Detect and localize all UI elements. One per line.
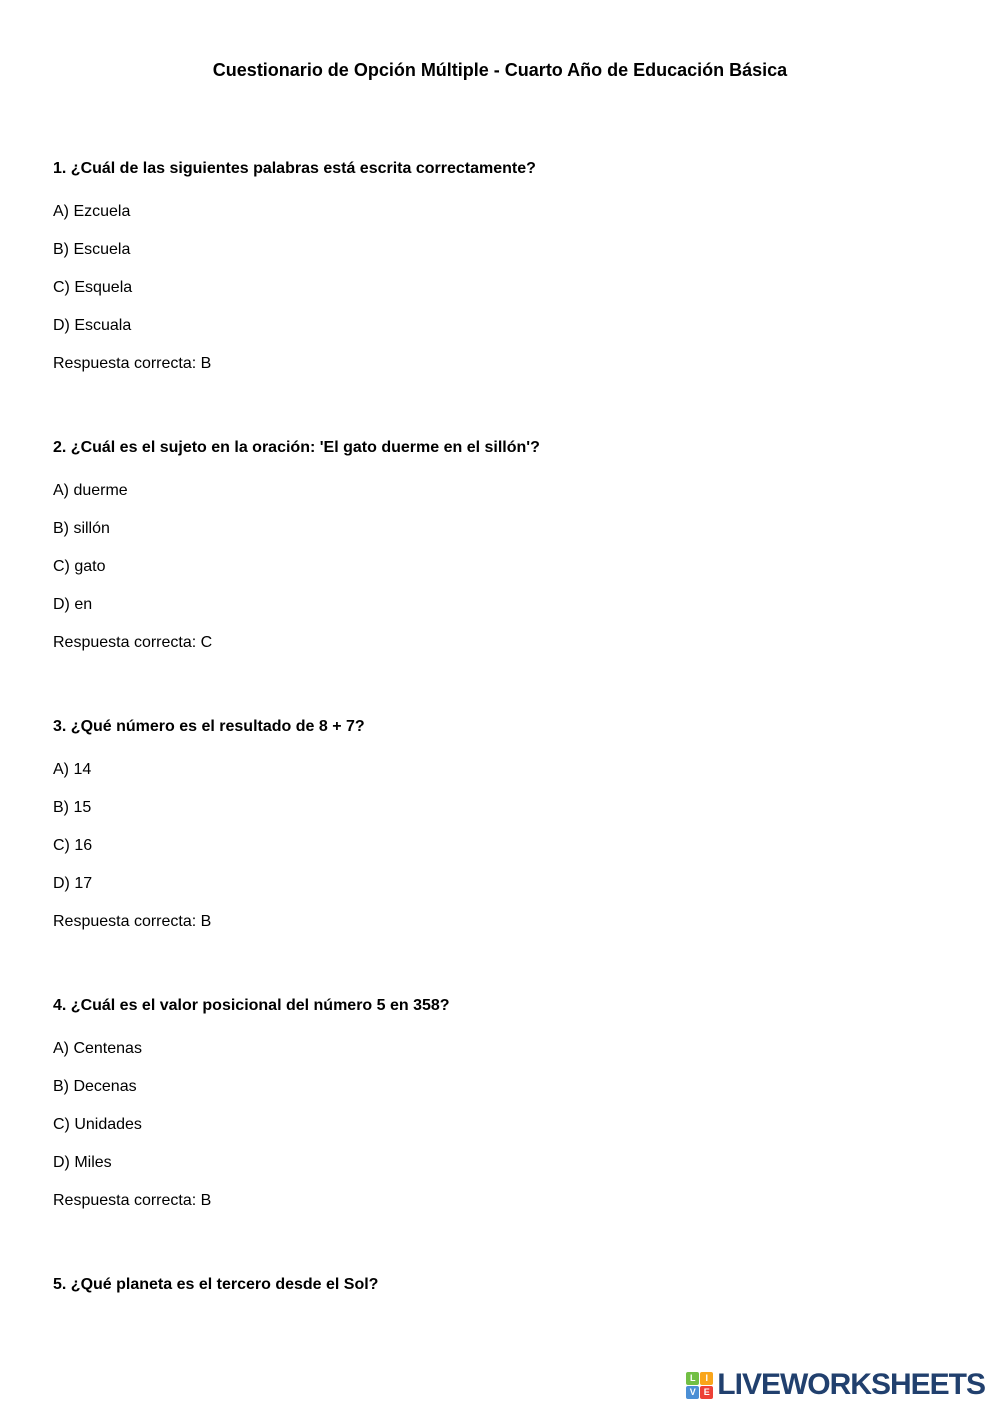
question-option-a: A) 14 xyxy=(53,761,92,778)
question-option-b: B) sillón xyxy=(53,520,110,537)
question-option-b: B) Escuela xyxy=(53,241,131,258)
question-option-c: C) Esquela xyxy=(53,279,133,296)
logo-tile-i: I xyxy=(700,1372,713,1385)
correct-answer: Respuesta correcta: C xyxy=(53,634,213,651)
question-option-b: B) 15 xyxy=(53,799,92,816)
question-option-c: C) Unidades xyxy=(53,1116,142,1133)
liveworksheets-logo[interactable] xyxy=(686,1369,985,1401)
liveworksheets-wordmark: LIVEWORKSHEETS xyxy=(717,1368,985,1401)
question-block-4 xyxy=(53,996,947,1210)
question-option-b: B) Decenas xyxy=(53,1078,137,1095)
question-option-a: A) duerme xyxy=(53,482,128,499)
correct-answer: Respuesta correcta: B xyxy=(53,1192,212,1209)
question-option-d: D) Miles xyxy=(53,1154,112,1171)
question-block-2 xyxy=(53,438,947,652)
question-block-1 xyxy=(53,159,947,373)
question-option-d: D) 17 xyxy=(53,875,93,892)
page-title: Cuestionario de Opción Múltiple - Cuarto Año de Educación Básica xyxy=(212,60,788,80)
question-block-3 xyxy=(53,717,947,931)
question-option-c: C) gato xyxy=(53,558,106,575)
logo-tile-l: L xyxy=(686,1372,699,1385)
question-option-a: A) Centenas xyxy=(53,1040,142,1057)
question-text: 1. ¿Cuál de las siguientes palabras está escrita correctamente? xyxy=(53,160,536,177)
question-block-5 xyxy=(53,1275,947,1294)
question-option-a: A) Ezcuela xyxy=(53,203,131,220)
question-text: 4. ¿Cuál es el valor posicional del número 5 en 358? xyxy=(53,997,450,1014)
correct-answer: Respuesta correcta: B xyxy=(53,355,212,372)
logo-tile-v: V xyxy=(686,1386,699,1399)
question-option-d: D) en xyxy=(53,596,93,613)
logo-tile-e: E xyxy=(700,1386,713,1399)
question-option-d: D) Escuala xyxy=(53,317,132,334)
liveworksheets-tiles-icon xyxy=(686,1372,713,1399)
question-option-c: C) 16 xyxy=(53,837,93,854)
question-text: 2. ¿Cuál es el sujeto en la oración: 'El gato duerme en el sillón'? xyxy=(53,439,540,456)
question-text: 3. ¿Qué número es el resultado de 8 + 7? xyxy=(53,718,365,735)
question-text: 5. ¿Qué planeta es el tercero desde el Sol? xyxy=(53,1276,379,1293)
correct-answer: Respuesta correcta: B xyxy=(53,913,212,930)
question-list xyxy=(53,159,947,1294)
